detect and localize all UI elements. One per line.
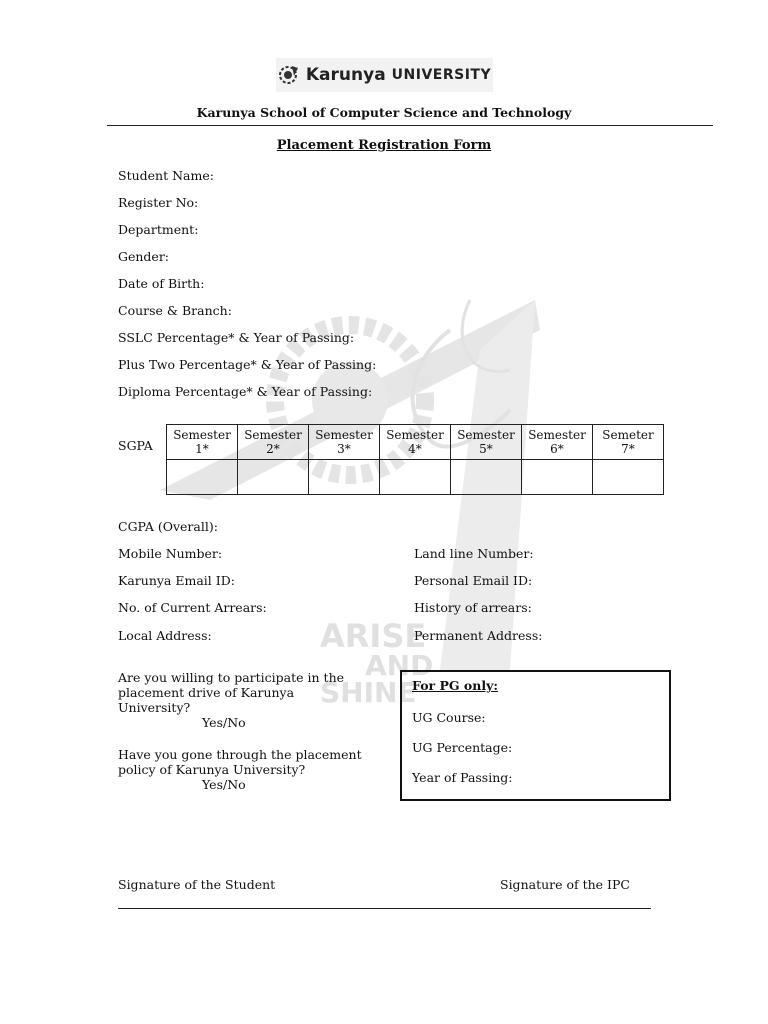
logo-brand: Karunya [305, 65, 386, 85]
field-karunya-email[interactable]: Karunya Email ID: [118, 573, 235, 588]
sgpa-cell-6[interactable] [522, 460, 593, 495]
semester-header-3: Semester 3* [309, 425, 380, 460]
university-logo [276, 58, 493, 92]
signature-ipc: Signature of the IPC [500, 877, 630, 892]
sgpa-cell-7[interactable] [593, 460, 664, 495]
answer-policy[interactable]: Yes/No [202, 777, 246, 792]
sgpa-cell-1[interactable] [167, 460, 238, 495]
sgpa-cell-5[interactable] [451, 460, 522, 495]
sgpa-label: SGPA [118, 438, 153, 453]
footer-divider [118, 908, 651, 909]
semester-header-2: Semester 2* [238, 425, 309, 460]
question-participate: Are you willing to participate in the placement drive of Karunya University? [118, 670, 345, 715]
field-diploma[interactable]: Diploma Percentage* & Year of Passing: [118, 384, 373, 399]
school-name: Karunya School of Computer Science and Technology [196, 105, 572, 120]
signature-student: Signature of the Student [118, 877, 276, 892]
field-ug-percentage[interactable]: UG Percentage: [412, 740, 513, 755]
answer-participate[interactable]: Yes/No [202, 715, 246, 730]
emblem-icon [278, 64, 300, 86]
field-current-arrears[interactable]: No. of Current Arrears: [118, 600, 267, 615]
field-landline-number[interactable]: Land line Number: [414, 546, 534, 561]
form-title: Placement Registration Form [276, 138, 492, 153]
field-permanent-address[interactable]: Permanent Address: [414, 628, 543, 643]
watermark-text-1: ARISE [320, 617, 427, 655]
watermark-text-2: AND [365, 649, 434, 682]
field-plus-two[interactable]: Plus Two Percentage* & Year of Passing: [118, 357, 377, 372]
field-history-arrears[interactable]: History of arrears: [414, 600, 532, 615]
field-gender[interactable]: Gender: [118, 249, 170, 264]
sgpa-cell-3[interactable] [309, 460, 380, 495]
field-register-no[interactable]: Register No: [118, 195, 199, 210]
header-divider [107, 125, 713, 126]
semester-header-4: Semester 4* [380, 425, 451, 460]
field-date-of-birth[interactable]: Date of Birth: [118, 276, 205, 291]
sgpa-cell-2[interactable] [238, 460, 309, 495]
field-local-address[interactable]: Local Address: [118, 628, 212, 643]
semester-header-6: Semester 6* [522, 425, 593, 460]
pg-heading: For PG only: [412, 678, 498, 693]
sgpa-cell-4[interactable] [380, 460, 451, 495]
pg-only-box [400, 670, 671, 801]
logo-university: UNIVERSITY [391, 67, 492, 83]
field-course-branch[interactable]: Course & Branch: [118, 303, 232, 318]
field-year-of-passing[interactable]: Year of Passing: [412, 770, 513, 785]
semester-header-7: Semeter 7* [593, 425, 664, 460]
field-personal-email[interactable]: Personal Email ID: [414, 573, 533, 588]
question-policy: Have you gone through the placement policy of Karunya University? [118, 747, 362, 777]
watermark-emblem [150, 290, 570, 710]
field-student-name[interactable]: Student Name: [118, 168, 214, 183]
sgpa-table [166, 424, 664, 495]
field-sslc[interactable]: SSLC Percentage* & Year of Passing: [118, 330, 355, 345]
field-ug-course[interactable]: UG Course: [412, 710, 486, 725]
sgpa-input-row [167, 460, 664, 495]
field-cgpa[interactable]: CGPA (Overall): [118, 519, 218, 534]
sgpa-header-row [167, 425, 664, 460]
semester-header-1: Semester 1* [167, 425, 238, 460]
watermark-text-3: SHINE [320, 676, 417, 709]
semester-header-5: Semester 5* [451, 425, 522, 460]
field-mobile-number[interactable]: Mobile Number: [118, 546, 223, 561]
field-department[interactable]: Department: [118, 222, 199, 237]
